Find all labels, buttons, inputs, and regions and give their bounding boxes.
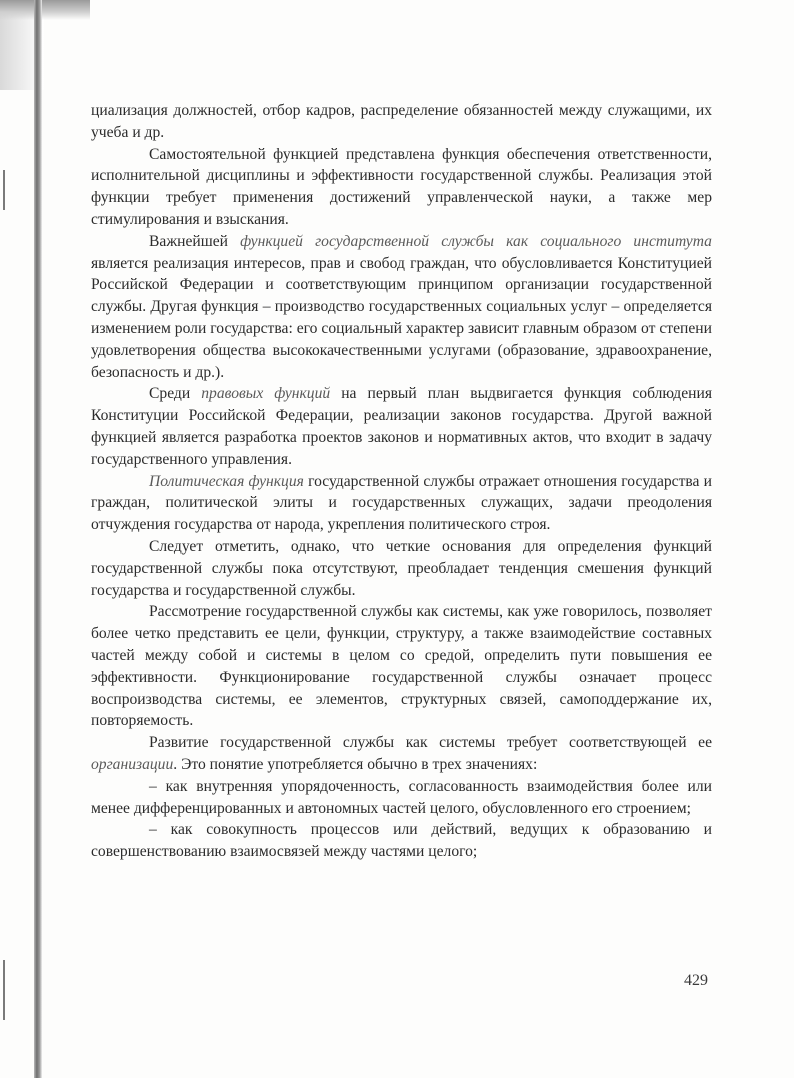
text-run: государственной службы отражает отношения государства и граждан, политической элиты и государственных служащих, задачи преодоления отчуждения государства от народа, укрепления политического строя. <box>91 472 712 534</box>
body-text <box>91 100 712 863</box>
text-run: Среди <box>149 385 202 403</box>
text-run: Важнейшей <box>149 232 241 250</box>
text-run: на первый план выдвигается функция соблюдения Конституции Российской Федерации, реализации законов государства. Другой важной функцией является разработка проектов законов и нормативных актов, что входит в задачу государственного управления. <box>91 385 713 468</box>
paragraph-organization <box>91 732 712 776</box>
text-run: является реализация интересов, прав и свобод граждан, что обусловливается Конституцией Российской Федерации и соответствующим принципом организации государственной службы. Другая функция – производство государственных социальных услуг – определяется изменением роли государства: его социальный характер зависит главным образом от степени удовлетворения общества высококачественными услугами (образование, здравоохранение, безопасность и др.). <box>91 254 712 381</box>
paragraph-system-view: Рассмотрение государственной службы как системы, как уже говорилось, позволяет более четко представить ее цели, функции, структуру, а также взаимодействие составных частей между собой и системы в целом со средой, определить пути повышения ее эффективности. Функционирование государственной службы означает процесс воспроизводства системы, ее элементов, структурных связей, самоподдержание их, повторяемость. <box>91 603 712 730</box>
italic-term: функцией государственной службы как социального института <box>240 232 712 250</box>
text-run: Развитие государственной службы как системы требует соответствующей ее <box>149 734 712 752</box>
paragraph-legal-functions <box>91 383 712 470</box>
italic-term: Политическая функция <box>149 472 304 490</box>
text-run: . Это понятие употребляется обычно в трех значениях: <box>173 755 538 773</box>
binding-shadow <box>34 0 42 1078</box>
paragraph-social-function <box>91 231 712 384</box>
scan-margin-mark <box>3 170 5 210</box>
scan-margin-mark <box>3 960 5 1020</box>
paragraph-note: Следует отметить, однако, что четкие основания для определения функций государственной службы пока отсутствуют, преобладает тенденция смешения функций государства и государственной службы. <box>91 537 712 599</box>
paragraph-responsibility-function: Самостоятельной функцией представлена функция обеспечения ответственности, исполнительной дисциплины и эффективности государственной службы. Реализация этой функции требует применения достижений управленческой науки, а также мер стимулирования и взыскания. <box>91 145 712 228</box>
italic-term: организации <box>91 755 174 773</box>
paragraph-continuation: циализация должностей, отбор кадров, распределение обязанностей между служащими, их учеба и др. <box>91 102 712 141</box>
list-item: – как совокупность процессов или действий, ведущих к образованию и совершенствованию взаимосвязей между частями целого; <box>91 821 712 861</box>
binding-top-shadow <box>0 0 90 20</box>
page-number: 429 <box>684 972 708 989</box>
list-item: – как внутренняя упорядоченность, согласованность взаимодействия более или менее дифференцированных и автономных частей целого, обусловленного его строением; <box>91 777 712 817</box>
paragraph-political-function <box>91 471 712 536</box>
italic-term: правовых функций <box>201 385 331 403</box>
